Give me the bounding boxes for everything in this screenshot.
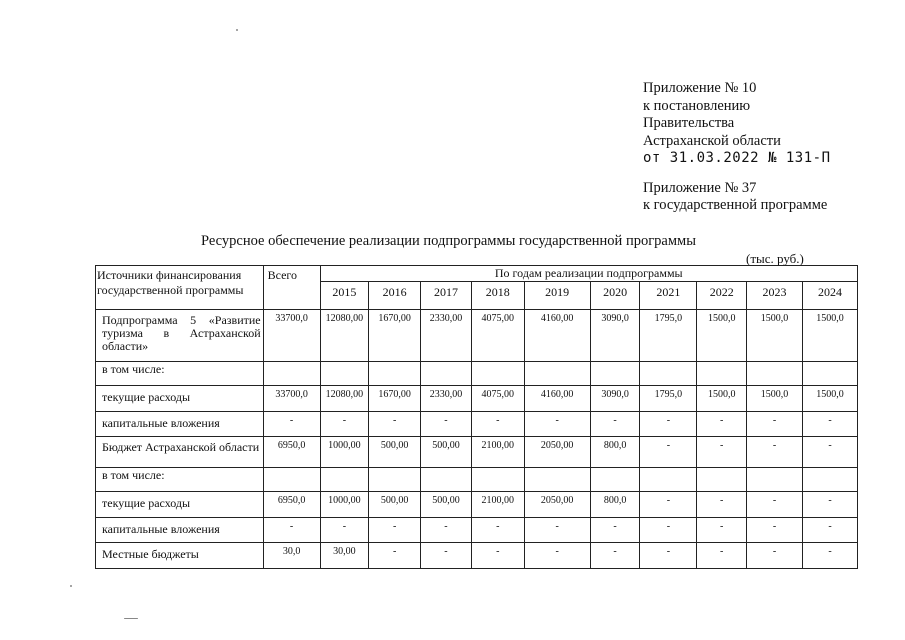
row-year-value: - [320,518,369,543]
row-year-value: - [697,437,747,468]
row-year-value: - [802,412,857,437]
row-total: 6950,0 [263,437,320,468]
row-total: 33700,0 [263,386,320,412]
row-year-value: - [369,412,421,437]
header-line: к постановлению [643,97,751,114]
row-year-value: - [524,543,590,569]
header-line: к государственной программе [643,197,828,213]
row-year-value: 12080,00 [320,310,369,362]
row-label: текущие расходы [96,492,264,518]
row-year-value [747,468,803,492]
row-total: 33700,0 [263,310,320,362]
row-year-value: - [590,543,640,569]
row-year-value: - [471,543,524,569]
row-year-value: 1795,0 [640,386,697,412]
row-label: капитальные вложения [96,412,264,437]
row-year-value: 1500,0 [802,310,857,362]
table-row [96,543,858,569]
row-year-value: 500,00 [421,437,472,468]
row-year-value [590,362,640,386]
row-total: - [263,518,320,543]
row-year-value: 4160,00 [524,386,590,412]
resource-table [95,265,858,569]
table-row [96,362,858,386]
row-year-value [421,362,472,386]
row-subheading: в том числе: [96,468,264,492]
row-year-value [471,468,524,492]
row-year-value: 1500,0 [747,386,803,412]
row-year-value [697,468,747,492]
row-label: Подпрограмма 5 «Развитие туризма в Астраханской области» [96,310,264,362]
source-header: Источники финансирования государственной программы [96,266,264,310]
appendix-37-lines [643,180,831,215]
row-year-value: 1500,0 [802,386,857,412]
row-year-value: 500,00 [369,492,421,518]
row-label: капитальные вложения [96,518,264,543]
row-year-value [747,362,803,386]
row-year-value: 1670,00 [369,310,421,362]
year-header: 2018 [471,282,524,310]
row-year-value: 1000,00 [320,437,369,468]
units-label: (тыс. руб.) [746,251,804,266]
row-year-value: 500,00 [421,492,472,518]
row-year-value: - [640,412,697,437]
row-year-value [697,362,747,386]
year-header: 2019 [524,282,590,310]
decree-date-number: от 31.03.2022 № 131-П [643,150,831,166]
row-year-value [640,468,697,492]
row-year-value [320,468,369,492]
table-row [96,412,858,437]
year-header: 2016 [369,282,421,310]
row-year-value: - [747,437,803,468]
year-header: 2023 [747,282,803,310]
appendix-header [643,80,831,215]
row-year-value: - [640,543,697,569]
row-year-value [590,468,640,492]
row-year-value: 4075,00 [471,310,524,362]
row-year-value: 1795,0 [640,310,697,362]
row-year-value: 1500,0 [697,310,747,362]
row-year-value: - [640,437,697,468]
row-year-value: 2100,00 [471,437,524,468]
table-row [96,437,858,468]
row-year-value: - [802,518,857,543]
row-year-value: 2100,00 [471,492,524,518]
row-year-value: - [697,492,747,518]
row-year-value: - [471,412,524,437]
row-year-value [320,362,369,386]
row-year-value: - [697,543,747,569]
header-line: Астраханской области [643,132,781,149]
row-total [263,362,320,386]
row-year-value: - [590,412,640,437]
row-year-value: - [320,412,369,437]
row-year-value: - [590,518,640,543]
row-year-value [369,468,421,492]
row-year-value: - [369,518,421,543]
row-year-value [802,362,857,386]
row-year-value: - [747,518,803,543]
row-year-value: 800,0 [590,492,640,518]
table-row [96,492,858,518]
row-year-value: - [524,412,590,437]
row-year-value: - [369,543,421,569]
row-label: Местные бюджеты [96,543,264,569]
row-total [263,468,320,492]
year-header: 2022 [697,282,747,310]
row-label: текущие расходы [96,386,264,412]
row-year-value: - [524,518,590,543]
row-label: Бюджет Астраханской области [96,437,264,468]
row-year-value: 3090,0 [590,386,640,412]
year-header: 2015 [320,282,369,310]
row-total: 30,0 [263,543,320,569]
row-year-value: - [640,492,697,518]
row-total: 6950,0 [263,492,320,518]
total-header: Всего [263,266,320,310]
row-year-value: 2330,00 [421,310,472,362]
header-row-1 [96,266,858,282]
row-year-value: 4160,00 [524,310,590,362]
row-year-value: - [421,543,472,569]
years-group-header: По годам реализации подпрограммы [320,266,857,282]
row-year-value: 2050,00 [524,437,590,468]
row-year-value [640,362,697,386]
scan-speck [236,29,238,31]
row-year-value: - [421,518,472,543]
scan-speck [124,618,138,619]
row-year-value: - [471,518,524,543]
row-year-value: - [802,437,857,468]
row-year-value [369,362,421,386]
row-year-value [802,468,857,492]
row-year-value: 1500,0 [697,386,747,412]
year-header: 2020 [590,282,640,310]
row-year-value: 1500,0 [747,310,803,362]
row-year-value: - [421,412,472,437]
row-year-value: - [697,412,747,437]
table-row [96,468,858,492]
header-line: Приложение № 10 [643,80,757,96]
appendix-10-lines [643,80,831,150]
row-year-value: 4075,00 [471,386,524,412]
row-year-value: - [747,412,803,437]
row-year-value: 800,0 [590,437,640,468]
year-header: 2017 [421,282,472,310]
header-line: Приложение № 37 [643,179,757,196]
year-header: 2021 [640,282,697,310]
row-year-value: 2330,00 [421,386,472,412]
header-line: Правительства [643,115,735,131]
year-header: 2024 [802,282,857,310]
row-year-value: 30,00 [320,543,369,569]
row-year-value: - [802,492,857,518]
scan-speck [70,585,72,587]
row-year-value [471,362,524,386]
table-row [96,386,858,412]
row-year-value: 12080,00 [320,386,369,412]
row-subheading: в том числе: [96,362,264,386]
row-year-value: - [697,518,747,543]
row-year-value: 1000,00 [320,492,369,518]
row-total: - [263,412,320,437]
row-year-value: 3090,0 [590,310,640,362]
row-year-value: 2050,00 [524,492,590,518]
table-row [96,310,858,362]
row-year-value: 500,00 [369,437,421,468]
row-year-value: - [802,543,857,569]
row-year-value: - [747,492,803,518]
row-year-value [524,362,590,386]
row-year-value: - [747,543,803,569]
row-year-value: 1670,00 [369,386,421,412]
row-year-value: - [640,518,697,543]
row-year-value [524,468,590,492]
row-year-value [421,468,472,492]
table-row [96,518,858,543]
